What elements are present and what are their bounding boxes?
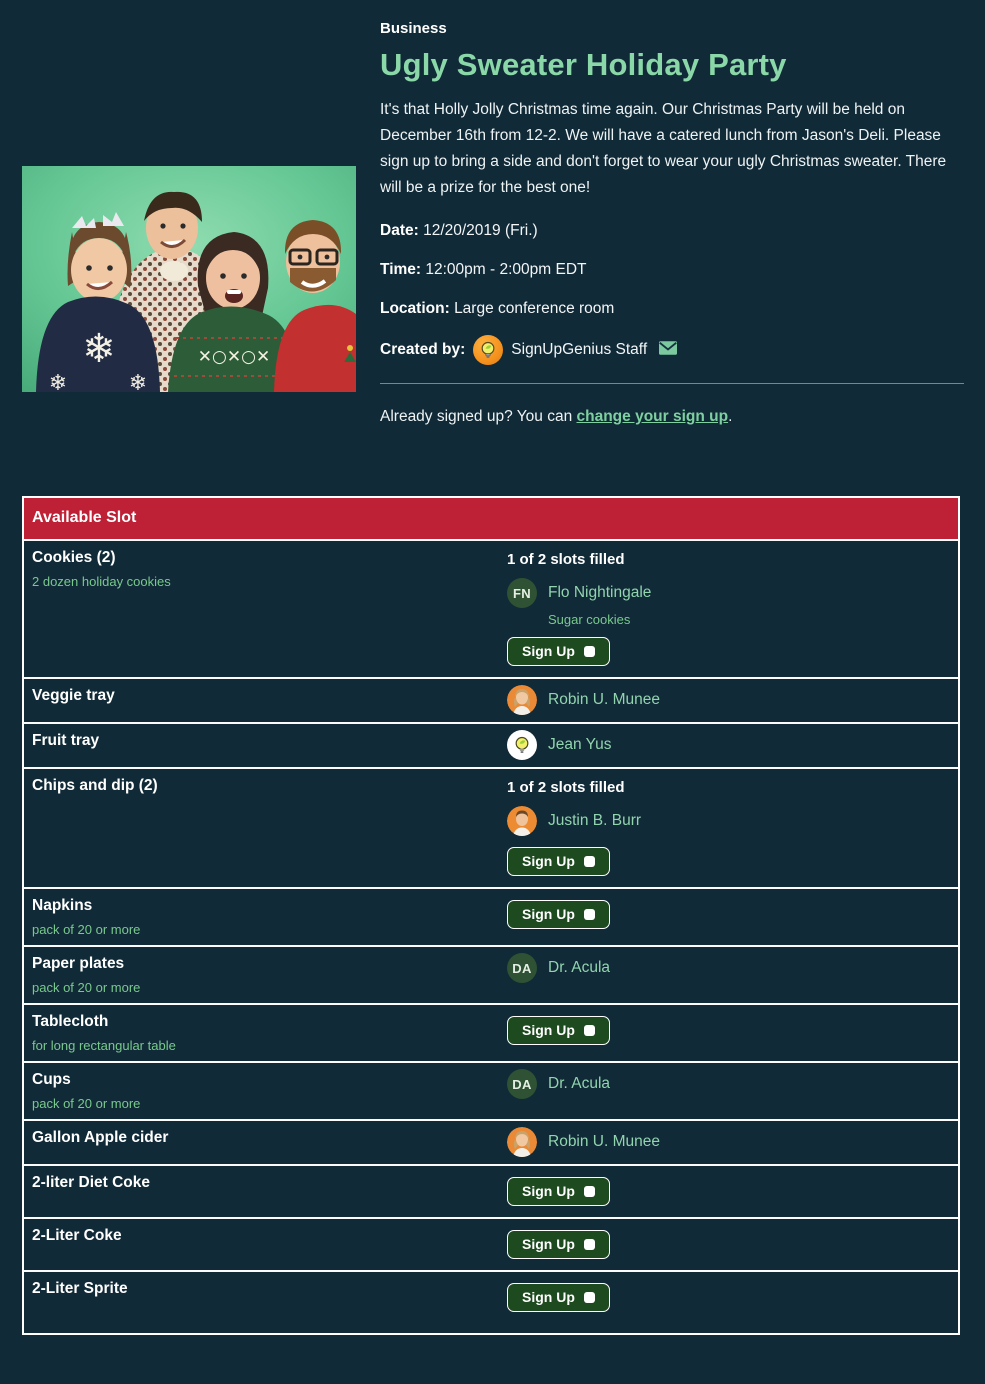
location-value: Large conference room [454, 300, 615, 317]
sign-up-label: Sign Up [522, 853, 575, 869]
slot-info-cell [24, 541, 507, 677]
time-line [380, 261, 964, 279]
slot-title: Cookies (2) [32, 549, 116, 566]
slot-row [24, 947, 958, 1005]
slot-info-cell [24, 1219, 507, 1270]
member-name: Justin B. Burr [548, 812, 642, 829]
lightbulb-icon [478, 340, 498, 360]
member-initials-avatar: DA [507, 1069, 537, 1099]
slot-signup-cell [507, 541, 958, 677]
location-line [380, 300, 964, 318]
slot-signup-cell [507, 724, 958, 767]
slot-info-cell [24, 724, 507, 767]
svg-text:✕○✕○✕: ✕○✕○✕ [197, 347, 271, 367]
svg-text:❄: ❄ [128, 371, 148, 392]
woman-photo-icon [507, 1127, 537, 1157]
slot-info-cell [24, 947, 507, 1003]
slot-title: 2-liter Diet Coke [32, 1174, 151, 1191]
date-value: 12/20/2019 (Fri.) [423, 222, 538, 239]
slot-signup-cell [507, 947, 958, 1003]
already-signed-line [380, 408, 964, 426]
slot-info-cell [24, 1063, 507, 1119]
slot-info-cell [24, 1272, 507, 1323]
slot-signup-cell [507, 1166, 958, 1217]
email-icon[interactable] [659, 341, 677, 360]
creator-avatar [473, 335, 503, 365]
slot-row [24, 541, 958, 679]
member-comment: Sugar cookies [548, 612, 631, 627]
member-row [507, 1127, 958, 1157]
sign-up-button[interactable] [507, 1016, 610, 1045]
time-value: 12:00pm - 2:00pm EDT [425, 261, 587, 278]
member-row [507, 1069, 958, 1099]
lightbulb-icon [512, 735, 532, 755]
page-title: Ugly Sweater Holiday Party [380, 47, 787, 82]
svg-text:❄: ❄ [48, 371, 68, 392]
date-line [380, 222, 964, 240]
slot-row [24, 889, 958, 947]
checkbox-icon [584, 646, 595, 657]
member-row [507, 730, 958, 760]
slots-filled-status: 1 of 2 slots filled [507, 779, 625, 796]
checkbox-icon [584, 856, 595, 867]
info-divider [380, 383, 964, 384]
sign-up-label: Sign Up [522, 1022, 575, 1038]
member-name: Jean Yus [548, 736, 612, 753]
member-row [507, 806, 958, 836]
date-label: Date: [380, 222, 419, 239]
member-row [507, 578, 958, 608]
sign-up-label: Sign Up [522, 906, 575, 922]
slot-title: Fruit tray [32, 732, 100, 749]
member-row [507, 953, 958, 983]
slot-title: Tablecloth [32, 1013, 109, 1030]
member-initials-avatar: DA [507, 953, 537, 983]
slot-signup-cell [507, 1063, 958, 1119]
woman-photo-icon [507, 685, 537, 715]
sign-up-label: Sign Up [522, 1183, 575, 1199]
location-label: Location: [380, 300, 450, 317]
member-photo-avatar [507, 806, 537, 836]
member-name: Dr. Acula [548, 959, 611, 976]
slot-info-cell [24, 1166, 507, 1217]
member-name: Robin U. Munee [548, 691, 661, 708]
sign-up-label: Sign Up [522, 1236, 575, 1252]
member-photo-avatar [507, 685, 537, 715]
member-row [507, 685, 958, 715]
slot-signup-cell [507, 1272, 958, 1323]
sign-up-button[interactable] [507, 637, 610, 666]
slot-title: 2-Liter Coke [32, 1227, 122, 1244]
svg-text:❄: ❄ [82, 326, 116, 372]
created-by-label: Created by: [380, 341, 466, 358]
slot-rows [24, 541, 958, 1333]
man-photo-icon [507, 806, 537, 836]
slot-info-cell [24, 1005, 507, 1061]
slot-signup-cell [507, 1219, 958, 1270]
slot-title: Veggie tray [32, 687, 115, 704]
creator-name: SignUpGenius Staff [511, 341, 648, 358]
slot-description: for long rectangular table [32, 1038, 176, 1053]
slot-title: Paper plates [32, 955, 125, 972]
slot-description: pack of 20 or more [32, 980, 141, 995]
available-slot-header: Available Slot [24, 498, 958, 541]
ugly-sweater-photo-illustration [22, 166, 356, 392]
sign-up-button[interactable] [507, 1230, 610, 1259]
slot-signup-cell [507, 769, 958, 887]
sign-up-button[interactable] [507, 847, 610, 876]
slot-description: pack of 20 or more [32, 922, 141, 937]
checkbox-icon [584, 1025, 595, 1036]
slot-row [24, 1166, 958, 1219]
checkbox-icon [584, 909, 595, 920]
slots-table [22, 496, 960, 1335]
time-label: Time: [380, 261, 422, 278]
slot-row [24, 1272, 958, 1323]
sign-up-button[interactable] [507, 900, 610, 929]
sign-up-label: Sign Up [522, 643, 575, 659]
slot-signup-cell [507, 1005, 958, 1061]
slot-row [24, 769, 958, 889]
checkbox-icon [584, 1292, 595, 1303]
lightbulb-avatar [507, 730, 537, 760]
slot-info-cell [24, 679, 507, 722]
slot-info-cell [24, 1121, 507, 1164]
checkbox-icon [584, 1239, 595, 1250]
slot-row [24, 679, 958, 724]
slot-row [24, 1005, 958, 1063]
event-photo [22, 166, 356, 392]
member-name: Dr. Acula [548, 1075, 611, 1092]
signed-suffix: . [728, 408, 733, 425]
signed-prefix: Already signed up? You can [380, 408, 577, 425]
slot-title: Chips and dip (2) [32, 777, 158, 794]
sign-up-label: Sign Up [522, 1289, 575, 1305]
slot-title: Cups [32, 1071, 71, 1088]
slot-title: Gallon Apple cider [32, 1129, 169, 1146]
slot-title: 2-Liter Sprite [32, 1280, 128, 1297]
slot-info-cell [24, 889, 507, 945]
slot-description: pack of 20 or more [32, 1096, 141, 1111]
change-signup-link[interactable]: change your sign up [576, 408, 729, 425]
sign-up-button[interactable] [507, 1177, 610, 1206]
slot-description: 2 dozen holiday cookies [32, 574, 171, 589]
event-description: It's that Holly Jolly Christmas time again. Our Christmas Party will be held on December 16th from 12-2. We will have a catered lunch from Jason's Deli. Please sign up to bring a side and don't forget to wear your ugly Christmas sweater. There will be a prize for the best one! [380, 101, 947, 196]
slot-info-cell [24, 769, 507, 887]
member-name: Flo Nightingale [548, 584, 652, 601]
slot-signup-cell [507, 679, 958, 722]
slot-row [24, 1063, 958, 1121]
created-by-line [380, 335, 964, 365]
slot-signup-cell [507, 889, 958, 945]
member-initials-avatar: FN [507, 578, 537, 608]
slot-row [24, 1219, 958, 1272]
slot-title: Napkins [32, 897, 93, 914]
slot-row [24, 1121, 958, 1166]
slot-signup-cell [507, 1121, 958, 1164]
member-photo-avatar [507, 1127, 537, 1157]
member-name: Robin U. Munee [548, 1133, 661, 1150]
sign-up-button[interactable] [507, 1283, 610, 1312]
event-info [380, 20, 964, 426]
checkbox-icon [584, 1186, 595, 1197]
event-category: Business [380, 20, 447, 37]
slots-filled-status: 1 of 2 slots filled [507, 551, 625, 568]
slot-row [24, 724, 958, 769]
